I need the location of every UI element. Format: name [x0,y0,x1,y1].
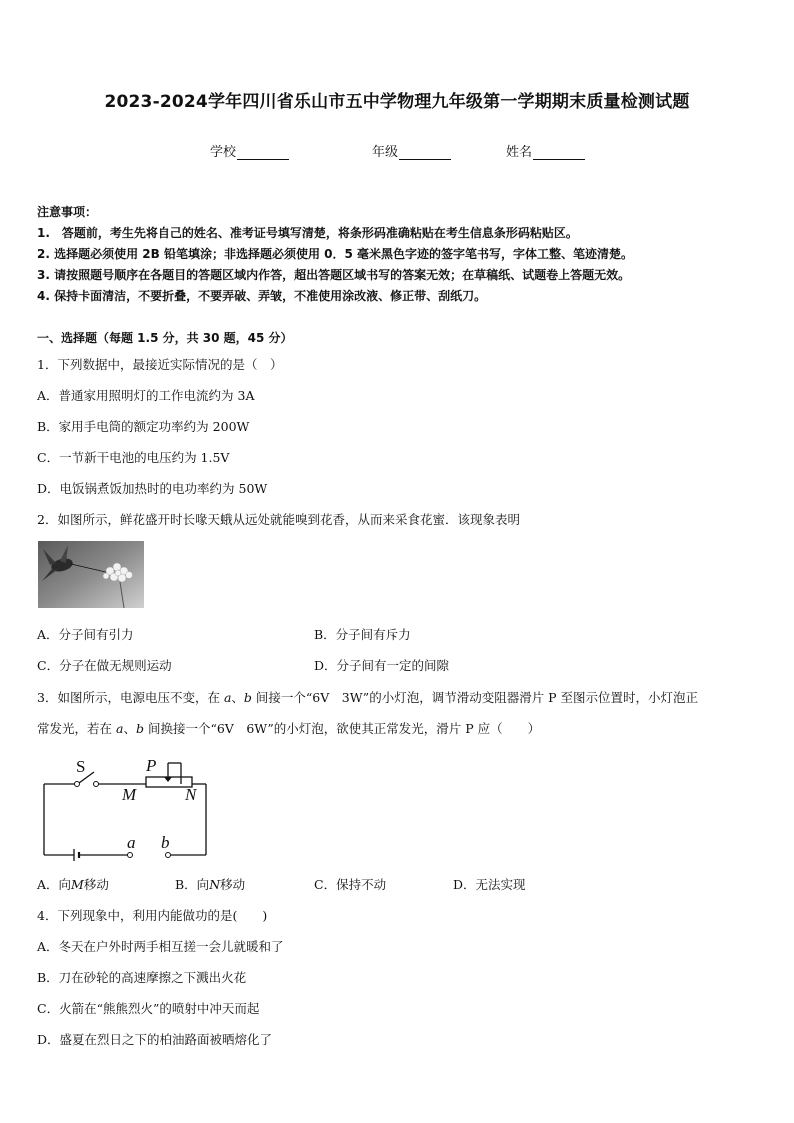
school-label: 学校 [210,145,237,160]
q3-text: 、 [231,690,244,705]
grade-field [372,141,451,160]
circuit-diagram [40,755,212,861]
q4-option-b: B．刀在砂轮的高速摩擦之下溅出火花 [37,970,247,985]
q3-stem-line2 [37,719,540,737]
option-var: M [71,877,84,892]
slider-arrow [164,777,172,782]
q3-option-c [314,875,386,893]
school-blank [237,145,289,160]
q3-option-a [37,875,109,893]
q4-stem: 4．下列现象中，利用内能做功的是( ) [37,908,268,923]
q2-stem: 2．如图所示，鲜花盛开时长喙天蛾从远处就能嗅到花香，从而来采食花蜜．该现象表明 [37,512,520,527]
q3-text: 间接一个“6V 3W”的小灯泡，调节滑动变阻器滑片 P 至图示位置时，小灯泡正 [251,690,699,705]
grade-blank [399,145,451,160]
label-s: S [76,757,86,776]
label-p: P [146,756,157,775]
school-field [210,141,289,160]
q2-option-a: A．分子间有引力 [37,627,134,642]
q1-option-d: D．电饭锅煮饭加热时的电功率约为 50W [37,481,268,496]
name-field [506,141,585,160]
option-text: 移动 [83,877,109,892]
q4-option-c: C．火箭在“熊熊烈火”的喷射中冲天而起 [37,1001,260,1016]
q3-text: 3．如图所示，电源电压不变，在 [37,690,224,705]
notice-heading: 注意事项： [37,205,98,219]
q3-stem-line1 [37,688,698,706]
switch-contact-left [75,782,80,787]
q2-option-d: D．分子间有一定的间隙 [314,658,450,673]
q3-text: 间换接一个“6V 6W”的小灯泡，欲使其正常发光，滑片 P 应（ ） [143,721,541,736]
var-a: a [223,690,232,705]
q2-option-b: B．分子间有斥力 [314,627,411,642]
section-heading: 一、选择题（每题 1.5 分，共 30 题，45 分） [37,331,293,345]
notice-item: 1. 答题前，考生先将自己的姓名、准考证号填写清楚，将条形码准确粘贴在考生信息条形码粘贴区。 [37,226,578,240]
q1-stem: 1．下列数据中，最接近实际情况的是（ ） [37,357,283,372]
q4-option-d: D．盛夏在烈日之下的柏油路面被晒熔化了 [37,1032,273,1047]
q4-option-a: A．冬天在户外时两手相互搓一会儿就暖和了 [37,939,284,954]
switch-contact-right [94,782,99,787]
label-b: b [161,833,170,852]
moth-flower-photo [38,541,144,608]
q1-option-c: C．一节新干电池的电压约为 1.5V [37,450,230,465]
name-label: 姓名 [506,145,533,160]
notice-item: 2. 选择题必须使用 2B 铅笔填涂；非选择题必须使用 0．5 毫米黑色字迹的签字笔书写，字体工整、笔迹清楚。 [37,247,633,261]
var-b: b [243,690,252,705]
q1-option-b: B．家用手电筒的额定功率约为 200W [37,419,250,434]
q2-option-c: C．分子在做无规则运动 [37,658,172,673]
option-text: D．无法实现 [453,877,526,892]
q3-option-d [453,875,526,893]
option-text: C．保持不动 [314,877,387,892]
q3-text: 常发光，若在 [37,721,116,736]
terminal-a [128,853,133,858]
var-a: a [115,721,124,736]
option-text: A．向 [37,877,72,892]
notice-item: 3. 请按照题号顺序在各题目的答题区域内作答，超出答题区域书写的答案无效；在草稿纸、试题卷上答题无效。 [37,268,631,282]
exam-title: 2023-2024学年四川省乐山市五中学物理九年级第一学期期末质量检测试题 [104,92,690,112]
q1-option-a: A．普通家用照明灯的工作电流约为 3A [37,388,255,403]
option-var: N [209,877,221,892]
terminal-b [166,853,171,858]
q3-option-b [175,875,245,893]
grade-label: 年级 [372,145,399,160]
var-b: b [135,721,144,736]
label-n: N [185,785,197,804]
label-m: M [122,785,137,804]
notice-item: 4. 保持卡面清洁，不要折叠，不要弄破、弄皱，不准使用涂改液、修正带、刮纸刀。 [37,289,487,303]
label-a: a [127,833,136,852]
q3-text: 、 [123,721,136,736]
option-text: 移动 [220,877,246,892]
name-blank [533,145,585,160]
option-text: B．向 [175,877,210,892]
